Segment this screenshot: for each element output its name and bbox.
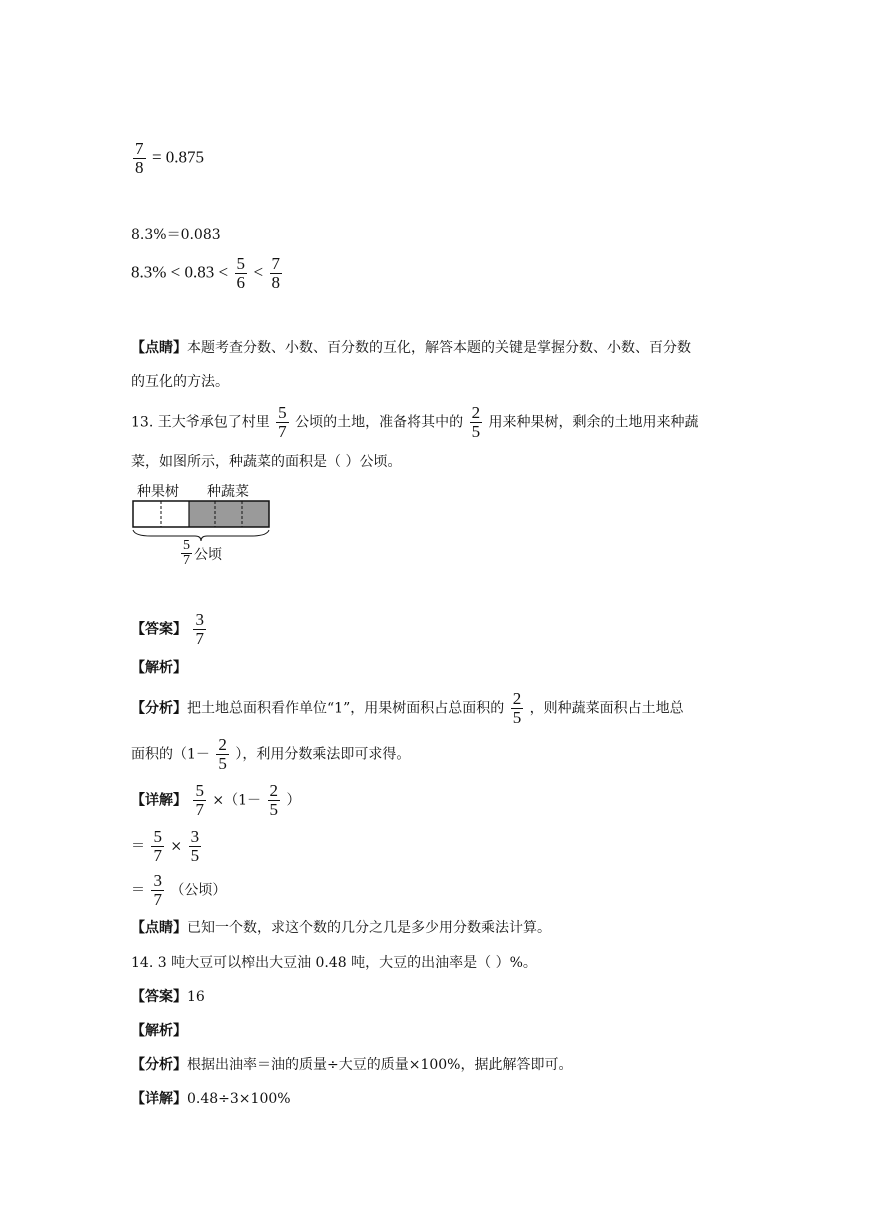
land-diagram: 种果树 种蔬菜 $\frac{5}{7}$ 公顷 <box>131 479 271 571</box>
fenxi-14: 【分析】根据出油率＝油的质量÷大豆的质量×100%，据此解答即可。 <box>131 1057 573 1073</box>
jiexi-14: 【解析】 <box>131 1023 187 1039</box>
unit-label: 公顷 <box>194 546 222 563</box>
dianjing-1: 【点睛】本题考查分数、小数、百分数的互化，解答本题的关键是掌握分数、小数、百分数 <box>131 340 691 356</box>
question-14: 14. 3 吨大豆可以榨出大豆油 0.48 吨，大豆的出油率是（ ）%。 <box>131 955 537 971</box>
dianjing-13: 【点睛】已知一个数，求这个数的几分之几是多少用分数乘法计算。 <box>131 920 551 936</box>
equation-rest: = 0.875 <box>151 147 205 167</box>
fraction: $\frac{7}{8}$ <box>135 139 144 177</box>
equation-7-8 <box>131 140 204 177</box>
step-2: ＝ $\frac{5}{7}$ × $\frac{3}{5}$ <box>131 827 200 865</box>
dianjing-1-cont: 的互化的方法。 <box>131 374 229 390</box>
label-vegetables: 种蔬菜 <box>207 484 249 500</box>
jiexi-13: 【解析】 <box>131 660 187 676</box>
label-fruit-trees: 种果树 <box>137 484 179 500</box>
step-3: ＝ $\frac{3}{7}$ （公顷） <box>131 871 227 909</box>
question-13-cont: 菜，如图所示，种蔬菜的面积是（ ）公顷。 <box>131 454 402 470</box>
answer-14: 【答案】16 <box>131 989 205 1005</box>
percent-line: 8.3%＝0.083 <box>131 227 221 243</box>
answer-13: 【答案】 $\frac{3}{7}$ <box>131 610 204 648</box>
question-13: 13. 王大爷承包了村里 $\frac{5}{7}$ 公顷的土地，准备将其中的 $\frac{2}{5}$ 用来种果树，剩余的土地用来种蔬 <box>131 403 699 441</box>
fenxi-13-cont: 面积的（1－ $\frac{2}{5}$ ），利用分数乘法即可求得。 <box>131 735 411 773</box>
comparison-line: 8.3% < 0.83 < $\frac{5}{6}$ < $\frac{7}{8}$ <box>131 254 281 292</box>
fenxi-13: 【分析】把土地总面积看作单位“1”，用果树面积占总面积的 $\frac{2}{5}$ ，则种蔬菜面积占土地总 <box>131 689 684 727</box>
xiangjie-13: 【详解】 $\frac{5}{7}$ ×（1－ $\frac{2}{5}$ ） <box>131 781 301 819</box>
xiangjie-14: 【详解】0.48÷3×100% <box>131 1091 291 1107</box>
